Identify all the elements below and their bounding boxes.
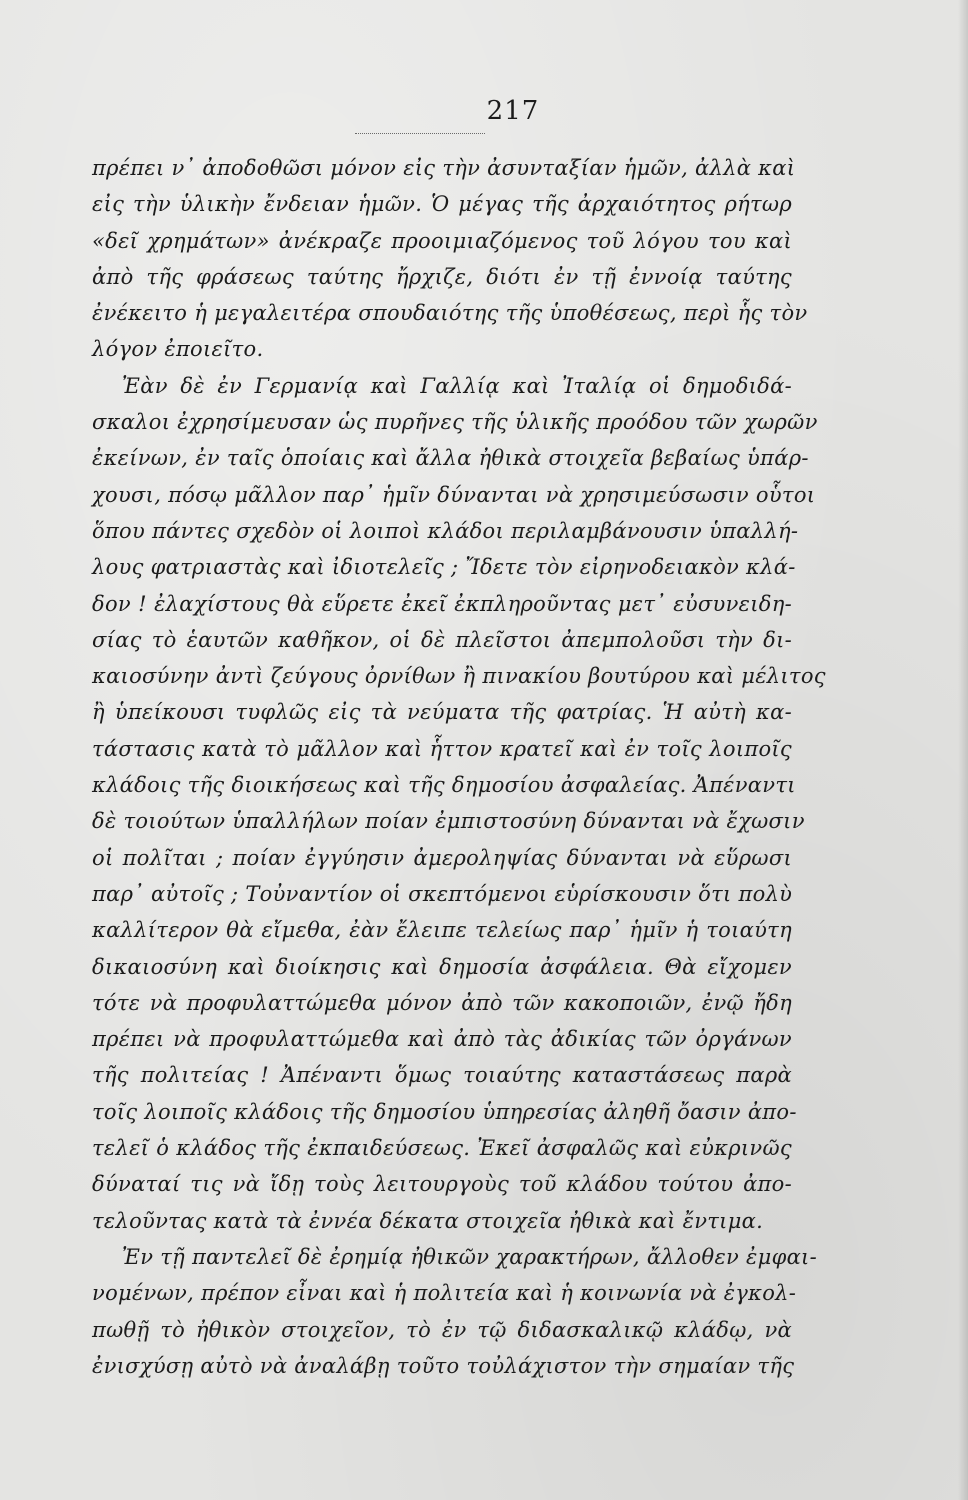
text-line: Ἐὰν δὲ ἐν Γερμανίᾳ καὶ Γαλλίᾳ καὶ Ἰταλίᾳ οἱ δημοδιδά-: [122, 373, 792, 398]
text-line: δον ! ἐλαχίστους θὰ εὕρετε ἐκεῖ ἐκπληροῦντας μετ᾿ εὐσυνειδη-: [92, 591, 792, 616]
text-line: τελεῖ ὁ κλάδος τῆς ἐκπαιδεύσεως. Ἐκεῖ ἀσφαλῶς καὶ εὐκρινῶς: [92, 1136, 792, 1161]
text-line: πρέπει νὰ προφυλαττώμεθα καὶ ἀπὸ τὰς ἀδικίας τῶν ὀργάνων: [92, 1027, 792, 1052]
body-text: [92, 150, 826, 1384]
text-line: οἱ πολῖται ; ποίαν ἐγγύησιν ἀμεροληψίας δύνανται νὰ εὕρωσι: [92, 845, 792, 870]
text-line: ἐνισχύσῃ αὐτὸ νὰ ἀναλάβῃ τοῦτο τοὐλάχιστον τὴν σημαίαν τῆς: [92, 1353, 795, 1378]
text-line: δύναταί τις νὰ ἴδῃ τοὺς λειτουργοὺς τοῦ κλάδου τούτου ἀπο-: [92, 1172, 792, 1197]
text-line: τότε νὰ προφυλαττώμεθα μόνον ἀπὸ τῶν κακοποιῶν, ἐνῷ ἤδη: [92, 990, 792, 1015]
text-line: χουσι, πόσῳ μᾶλλον παρ᾿ ἡμῖν δύνανται νὰ χρησιμεύσωσιν οὗτοι: [92, 482, 816, 507]
text-line: καιοσύνην ἀντὶ ζεύγους ὀρνίθων ἢ πινακίου βουτύρου καὶ μέλιτος: [92, 664, 826, 689]
text-line: ἐνέκειτο ἡ μεγαλειτέρα σπουδαιότης τῆς ὑποθέσεως, περὶ ἧς τὸν: [92, 301, 808, 326]
text-line: καλλίτερον θὰ εἴμεθα, ἐὰν ἔλειπε τελείως παρ᾿ ἡμῖν ἡ τοιαύτη: [92, 918, 792, 943]
text-line: δικαιοσύνη καὶ διοίκησις καὶ δημοσία ἀσφάλεια. Θὰ εἴχομεν: [92, 954, 792, 979]
text-line: τῆς πολιτείας ! Ἀπέναντι ὅμως τοιαύτης καταστάσεως παρὰ: [92, 1063, 792, 1088]
text-line: εἰς τὴν ὑλικὴν ἔνδειαν ἡμῶν. Ὁ μέγας τῆς ἀρχαιότητος ρήτωρ: [92, 192, 792, 217]
text-line: ἐκείνων, ἐν ταῖς ὁποίαις καὶ ἄλλα ἠθικὰ στοιχεῖα βεβαίως ὑπάρ-: [92, 446, 809, 471]
text-line: ἀπὸ τῆς φράσεως ταύτης ἤρχιζε, διότι ἐν τῇ ἐννοίᾳ ταύτης: [92, 264, 792, 289]
text-line: ἢ ὑπείκουσι τυφλῶς εἰς τὰ νεύματα τῆς φατρίας. Ἡ αὐτὴ κα-: [92, 700, 792, 725]
text-line: δὲ τοιούτων ὑπαλλήλων ποίαν ἐμπιστοσύνη δύνανται νὰ ἔχωσιν: [92, 809, 805, 834]
text-line: σκαλοι ἐχρησίμευσαν ὡς πυρῆνες τῆς ὑλικῆς προόδου τῶν χωρῶν: [92, 410, 818, 435]
text-line: νομένων, πρέπον εἶναι καὶ ἡ πολιτεία καὶ ἡ κοινωνία νὰ ἐγκολ-: [92, 1281, 797, 1306]
page-edge-shadow: [958, 0, 968, 1500]
page-number-text: 217: [486, 96, 540, 126]
text-line: πωθῇ τὸ ἠθικὸν στοιχεῖον, τὸ ἐν τῷ διδασκαλικῷ κλάδῳ, νὰ: [92, 1317, 792, 1342]
text-line: «δεῖ χρημάτων» ἀνέκραζε προοιμιαζόμενος τοῦ λόγου του καὶ: [92, 228, 792, 253]
text-line: τοῖς λοιποῖς κλάδοις τῆς δημοσίου ὑπηρεσίας ἀληθῆ ὄασιν ἀπο-: [92, 1099, 797, 1124]
text-line: κλάδοις τῆς διοικήσεως καὶ τῆς δημοσίου ἀσφαλείας. Ἀπέναντι: [92, 773, 796, 798]
text-line: τάστασις κατὰ τὸ μᾶλλον καὶ ἧττον κρατεῖ καὶ ἐν τοῖς λοιποῖς: [92, 736, 792, 761]
text-line: λόγον ἐποιεῖτο.: [92, 337, 264, 362]
text-line: Ἐν τῇ παντελεῖ δὲ ἐρημίᾳ ἠθικῶν χαρακτήρων, ἄλλοθεν ἐμφαι-: [122, 1244, 817, 1269]
text-line: πρέπει ν᾿ ἀποδοθῶσι μόνον εἰς τὴν ἀσυνταξίαν ἡμῶν, ἀλλὰ καὶ: [92, 156, 796, 180]
text-line: ὅπου πάντες σχεδὸν οἱ λοιποὶ κλάδοι περιλαμβάνουσιν ὑπαλλή-: [92, 518, 799, 543]
page-number: [0, 96, 968, 126]
text-line: τελοῦντας κατὰ τὰ ἐννέα δέκατα στοιχεῖα ἠθικὰ καὶ ἔντιμα.: [92, 1208, 764, 1233]
header-rule: [355, 133, 485, 134]
text-line: παρ᾿ αὐτοῖς ; Τοὐναντίον οἱ σκεπτόμενοι εὑρίσκουσιν ὅτι πολὺ: [92, 881, 793, 906]
text-line: λους φατριαστὰς καὶ ἰδιοτελεῖς ; Ἴδετε τὸν εἰρηνοδειακὸν κλά-: [92, 555, 796, 580]
text-line: σίας τὸ ἑαυτῶν καθῆκον, οἱ δὲ πλεῖστοι ἀπεμπολοῦσι τὴν δι-: [92, 627, 792, 652]
